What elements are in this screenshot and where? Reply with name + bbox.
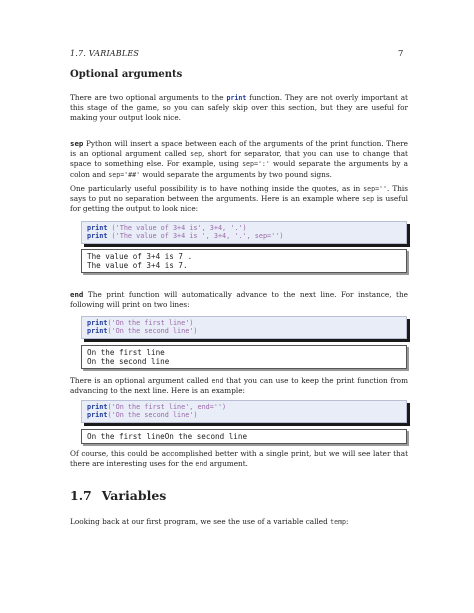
section-title-text: Variables [101,488,167,503]
code-line: print ('The value of 3+4 is', 3+4, '.') [87,224,247,232]
output-block-end-1 [81,345,407,369]
inline-code: sep='' [363,185,387,193]
sep-example-paragraph: One particularly useful possibility is to have nothing inside the quotes, as in sep=''. This says to put no separation between the arguments. Here is an example where sep is useful for getting the output to look nice: [70,184,408,214]
code-line: print('On the second line') [87,327,198,336]
code-block-sep [81,221,407,244]
inline-code: end [211,377,224,385]
term-sep: sep [70,139,84,148]
closing-paragraph: Of course, this could be accomplished better with a single print, but we will see later that there are interesting uses for the end argument. [70,449,408,469]
output-line: The value of 3+4 is 7 . [87,252,193,261]
sep-paragraph: sep Python will insert a space between each of the arguments of the print function. There is an optional argument called sep, short for separator, that you can use to change that space to something else. For example, using sep=':' would separate the arguments by a colon and sep='##' would separate the arguments by two pound signs. [70,139,408,179]
intro-paragraph: There are two optional arguments to the print function. They are not overly important at this stage of the game, so you can safely skip over this section, but they are useful for making your output look nice. [70,93,408,123]
inline-code: sep [362,195,375,204]
code-line: print('On the second line') [87,411,198,420]
code-block-end-1 [81,316,407,339]
inline-code: sep [190,150,203,159]
output-block-sep [81,249,407,273]
inline-code: print [226,94,247,102]
subsection-heading: Optional arguments [70,69,183,80]
code-line: print ('The value of 3+4 is ', 3+4, '.', sep='') [87,232,284,241]
end-optional-paragraph: There is an optional argument called end that you can use to keep the print function from advancing to the next line. Here is an example: [70,376,408,396]
section-number: 1.7 [70,488,92,503]
inline-code: end [195,460,208,469]
term-end: end [70,290,84,299]
inline-code: sep=':' [242,160,270,169]
page-number: 7 [398,49,404,59]
inline-code: temp [330,518,347,526]
end-paragraph: end The print function will automatically advance to the next line. For instance, the following will print on two lines: [70,290,408,310]
output-line: On the second line [87,357,170,366]
inline-code: sep='##' [108,170,141,179]
output-block-end-2 [81,429,407,444]
section-heading [70,488,166,503]
running-header-section: 1.7. VARIABLES [70,49,140,58]
output-line: On the first lineOn the second line [87,432,248,441]
code-line: print('On the first line', end='') [87,403,227,411]
output-line: On the first line [87,348,165,357]
variables-paragraph: Looking back at our first program, we see the use of a variable called temp: [70,517,349,526]
code-block-end-2 [81,400,407,423]
code-line: print('On the first line') [87,319,194,327]
output-line: The value of 3+4 is 7. [87,261,188,270]
